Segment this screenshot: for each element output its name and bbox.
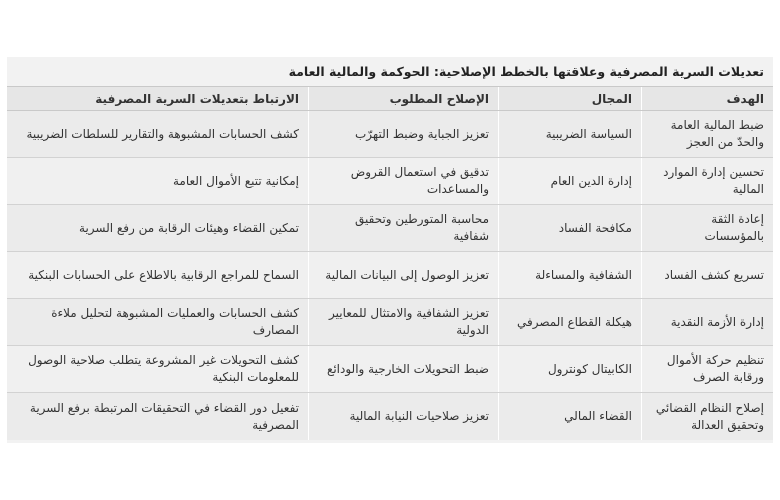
cell-link: تمكين القضاء وهيئات الرقابة من رفع السرية bbox=[7, 205, 308, 251]
header-secrecy-link: الارتباط بتعديلات السرية المصرفية bbox=[95, 91, 299, 106]
cell-domain: إدارة الدين العام bbox=[498, 158, 641, 204]
table-row bbox=[7, 299, 773, 346]
cell-reform: ضبط التحويلات الخارجية والودائع bbox=[308, 346, 498, 392]
table-row bbox=[7, 252, 773, 299]
cell-reform: تعزيز الوصول إلى البيانات المالية bbox=[308, 252, 498, 298]
table-row bbox=[7, 205, 773, 252]
cell-link: كشف التحويلات غير المشروعة يتطلب صلاحية الوصول للمعلومات البنكية bbox=[7, 346, 308, 392]
table-body bbox=[7, 111, 773, 440]
cell-domain: مكافحة الفساد bbox=[498, 205, 641, 251]
reform-table bbox=[7, 57, 773, 443]
cell-goal: إعادة الثقة بالمؤسسات bbox=[641, 205, 773, 251]
cell-goal: تنظيم حركة الأموال ورقابة الصرف bbox=[641, 346, 773, 392]
cell-domain: القضاء المالي bbox=[498, 393, 641, 440]
cell-goal: إدارة الأزمة النقدية bbox=[641, 299, 773, 345]
cell-reform: تعزيز الشفافية والامتثال للمعايير الدولية bbox=[308, 299, 498, 345]
table-row bbox=[7, 158, 773, 205]
cell-link: السماح للمراجع الرقابية بالاطلاع على الحسابات البنكية bbox=[7, 252, 308, 298]
table-title: تعديلات السرية المصرفية وعلاقتها بالخطط الإصلاحية: الحوكمة والمالية العامة bbox=[7, 57, 773, 87]
cell-reform: تدقيق في استعمال القروض والمساعدات bbox=[308, 158, 498, 204]
cell-domain: هيكلة القطاع المصرفي bbox=[498, 299, 641, 345]
cell-domain: السياسة الضريبية bbox=[498, 111, 641, 157]
table-row bbox=[7, 393, 773, 440]
cell-reform: تعزيز صلاحيات النيابة المالية bbox=[308, 393, 498, 440]
cell-reform: محاسبة المتورطين وتحقيق شفافية bbox=[308, 205, 498, 251]
table-row bbox=[7, 346, 773, 393]
header-goal: الهدف bbox=[641, 87, 773, 110]
cell-reform: تعزيز الجباية وضبط التهرّب bbox=[308, 111, 498, 157]
table-header-row bbox=[7, 87, 773, 111]
cell-domain: الكابيتال كونترول bbox=[498, 346, 641, 392]
header-required-reform: الإصلاح المطلوب bbox=[308, 87, 498, 110]
cell-link: تفعيل دور القضاء في التحقيقات المرتبطة برفع السرية المصرفية bbox=[7, 393, 308, 440]
cell-domain: الشفافية والمساءلة bbox=[498, 252, 641, 298]
cell-link: كشف الحسابات المشبوهة والتقارير للسلطات الضريبية bbox=[7, 111, 308, 157]
table-row bbox=[7, 111, 773, 158]
cell-goal: تحسين إدارة الموارد المالية bbox=[641, 158, 773, 204]
cell-link: كشف الحسابات والعمليات المشبوهة لتحليل ملاءة المصارف bbox=[7, 299, 308, 345]
cell-goal: ضبط المالية العامة والحدّ من العجز bbox=[641, 111, 773, 157]
cell-goal: إصلاح النظام القضائي وتحقيق العدالة bbox=[641, 393, 773, 440]
cell-link: إمكانية تتبع الأموال العامة bbox=[7, 158, 308, 204]
cell-goal: تسريع كشف الفساد bbox=[641, 252, 773, 298]
header-domain: المجال bbox=[498, 87, 641, 110]
